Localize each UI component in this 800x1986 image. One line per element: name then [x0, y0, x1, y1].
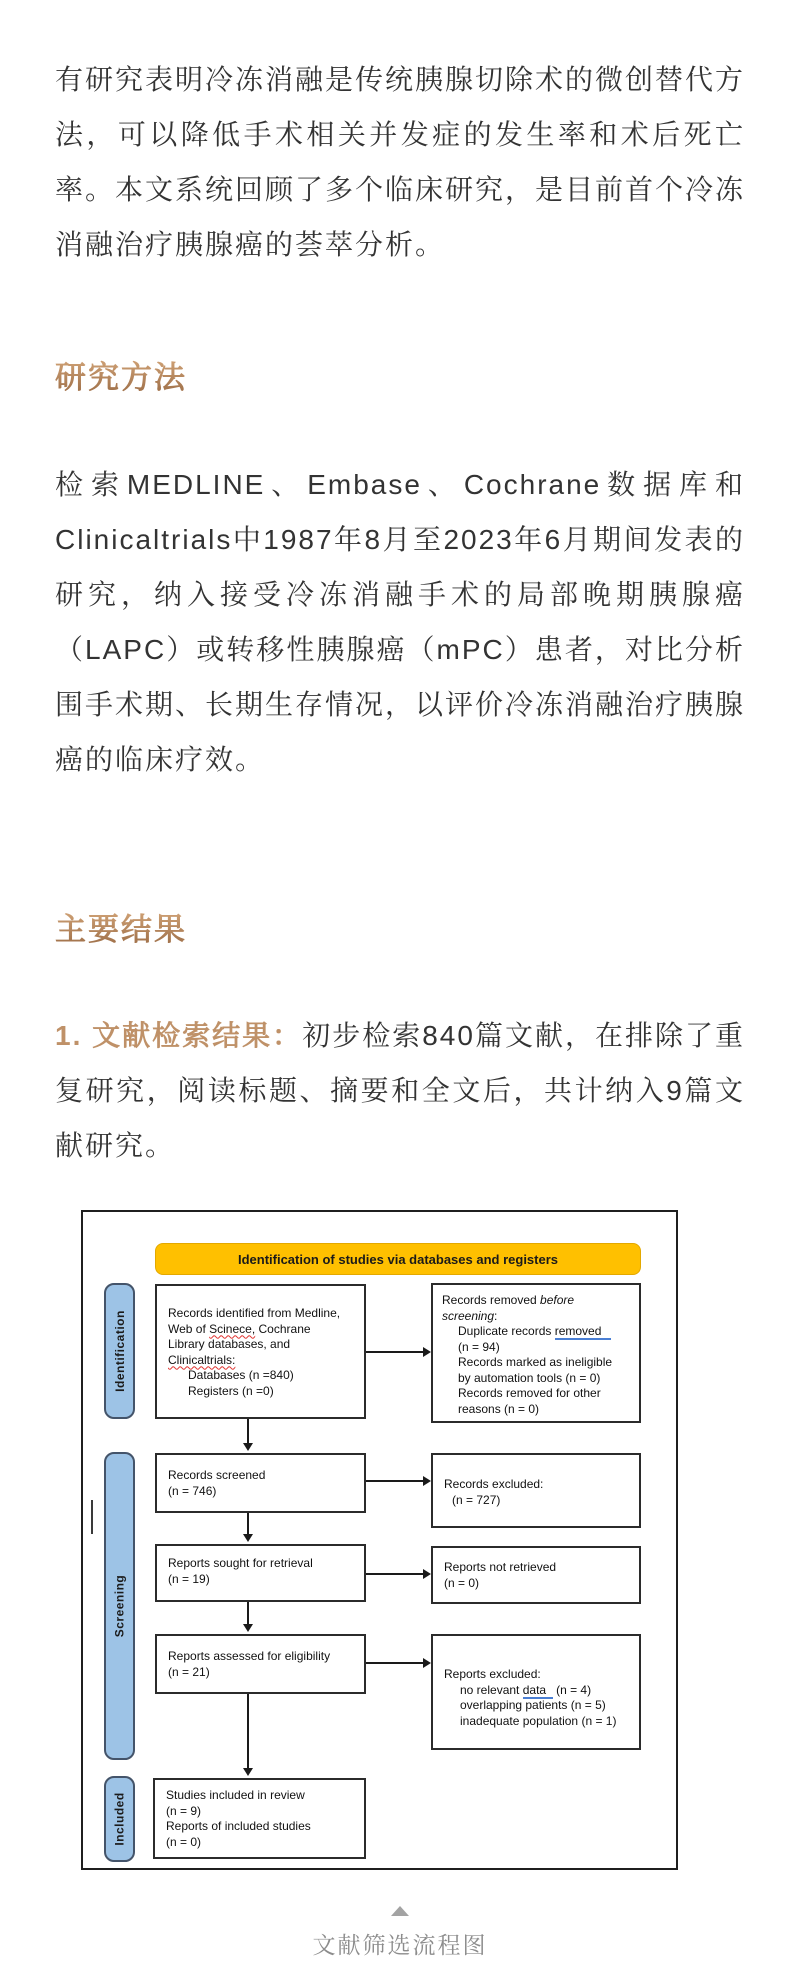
- box-removed-other2: reasons (n = 0): [458, 1401, 540, 1416]
- stage-screening-label: Screening: [112, 1574, 127, 1638]
- box-records-excluded: [431, 1453, 641, 1528]
- stage-included: [104, 1776, 135, 1862]
- box-identified-line1: Records identified from Medline,: [168, 1306, 341, 1320]
- heading-results: 主要结果: [55, 904, 187, 949]
- box-screened-line1: Records screened: [168, 1468, 266, 1482]
- box-studies-included: [153, 1778, 366, 1859]
- box-identified-line3: Library databases, and: [168, 1337, 291, 1351]
- box-excluded-line1: Records excluded:: [444, 1477, 544, 1491]
- misspelled-clinicaltrials: Clinicaltrials:: [168, 1352, 236, 1367]
- box-identified-registers: Registers (n =0): [188, 1383, 274, 1398]
- box-excluded-line2: (n = 727): [452, 1492, 501, 1507]
- box-not-retrieved-line2: (n = 0): [444, 1575, 480, 1590]
- box-reports-excluded-r2: overlapping patients (n = 5): [460, 1698, 606, 1712]
- arrow-sought-to-assessed: [247, 1602, 249, 1625]
- box-identified-line4: [168, 1353, 358, 1369]
- box-sought-line2: (n = 19): [168, 1571, 210, 1586]
- stage-identification-label: Identification: [112, 1310, 127, 1392]
- arrow-assessed-to-reports-excluded: [366, 1662, 424, 1664]
- box-removed-line2: screening:: [442, 1308, 498, 1323]
- box-included-line4: (n = 0): [166, 1834, 202, 1849]
- flowchart-banner: Identification of studies via databases and registers: [155, 1243, 641, 1275]
- box-reports-excluded-line1: Reports excluded:: [444, 1667, 541, 1681]
- box-included-line1: Studies included in review: [166, 1788, 305, 1802]
- box-reports-not-retrieved: [431, 1546, 641, 1604]
- misspelled-science: Scinece,: [209, 1321, 256, 1336]
- arrow-identified-to-screened: [247, 1419, 249, 1444]
- figure-caption: 文献筛选流程图: [312, 1932, 488, 1958]
- box-identified-line2: Web of Scinece, Cochrane: [168, 1321, 311, 1336]
- prisma-flowchart-figure[interactable]: [81, 1210, 678, 1870]
- tracked-change-underline: data: [522, 1682, 547, 1697]
- text-cursor-artifact: [91, 1500, 93, 1534]
- arrow-identified-to-removed: [366, 1351, 424, 1353]
- stage-included-label: Included: [112, 1792, 127, 1846]
- box-removed-duplicates: Duplicate records removed: [442, 1324, 634, 1340]
- arrow-screened-to-excluded: [366, 1480, 424, 1482]
- box-removed-line1: Records removed before: [442, 1293, 575, 1307]
- box-records-identified: [155, 1284, 366, 1419]
- tracked-change-underline: removed: [554, 1324, 602, 1338]
- result1-text: 初步检索840篇文献，在排除了重复研究，阅读标题、摘要和全文后，共计纳入9篇文献研究。: [55, 1020, 745, 1161]
- stage-screening: [104, 1452, 135, 1760]
- box-reports-assessed: [155, 1634, 366, 1694]
- box-records-removed: [431, 1283, 641, 1423]
- arrow-screened-to-sought: [247, 1513, 249, 1535]
- box-removed-other1: Records removed for other: [458, 1386, 601, 1400]
- heading-methods: 研究方法: [55, 352, 187, 397]
- paragraph-intro: 有研究表明冷冻消融是传统胰腺切除术的微创替代方法，可以降低手术相关并发症的发生率和术后死亡率。本文系统回顾了多个临床研究，是目前首个冷冻消融治疗胰腺癌的荟萃分析。: [55, 64, 746, 260]
- box-sought-line1: Reports sought for retrieval: [168, 1556, 313, 1570]
- box-assessed-line2: (n = 21): [168, 1664, 210, 1679]
- stage-identification: [104, 1283, 135, 1419]
- box-assessed-line1: Reports assessed for eligibility: [168, 1649, 331, 1663]
- arrow-assessed-to-included: [247, 1694, 249, 1769]
- paragraph-result1: [55, 1008, 745, 1173]
- result1-label: 1. 文献检索结果：: [55, 1020, 303, 1051]
- box-reports-sought: [155, 1544, 366, 1602]
- box-not-retrieved-line1: Reports not retrieved: [444, 1560, 557, 1574]
- box-reports-excluded-r3: inadequate population (n = 1): [460, 1713, 617, 1728]
- caption-triangle-icon: [391, 1906, 409, 1916]
- box-included-line3: Reports of included studies: [166, 1819, 311, 1833]
- box-removed-auto1: Records marked as ineligible: [458, 1355, 613, 1369]
- box-removed-auto2: by automation tools (n = 0): [458, 1370, 601, 1385]
- arrow-sought-to-not-retrieved: [366, 1573, 424, 1575]
- box-reports-excluded: [431, 1634, 641, 1750]
- box-included-line2: (n = 9): [166, 1803, 202, 1818]
- box-records-screened: [155, 1453, 366, 1513]
- box-reports-excluded-r1: no relevant data (n = 4): [460, 1682, 592, 1697]
- box-removed-duplicates-n: (n = 94): [458, 1339, 500, 1354]
- box-identified-databases: Databases (n =840): [188, 1368, 294, 1382]
- box-screened-line2: (n = 746): [168, 1483, 217, 1498]
- paragraph-methods: 检索MEDLINE、Embase、Cochrane数据库和Clinicaltrials中1987年8月至2023年6月期间发表的研究，纳入接受冷冻消融手术的局部晚期胰腺癌（LAPC）或转移性胰腺癌（mPC）患者，对比分析围手术期、长期生存情况，以评价冷冻消融治疗胰腺癌的临床疗效。: [55, 469, 746, 775]
